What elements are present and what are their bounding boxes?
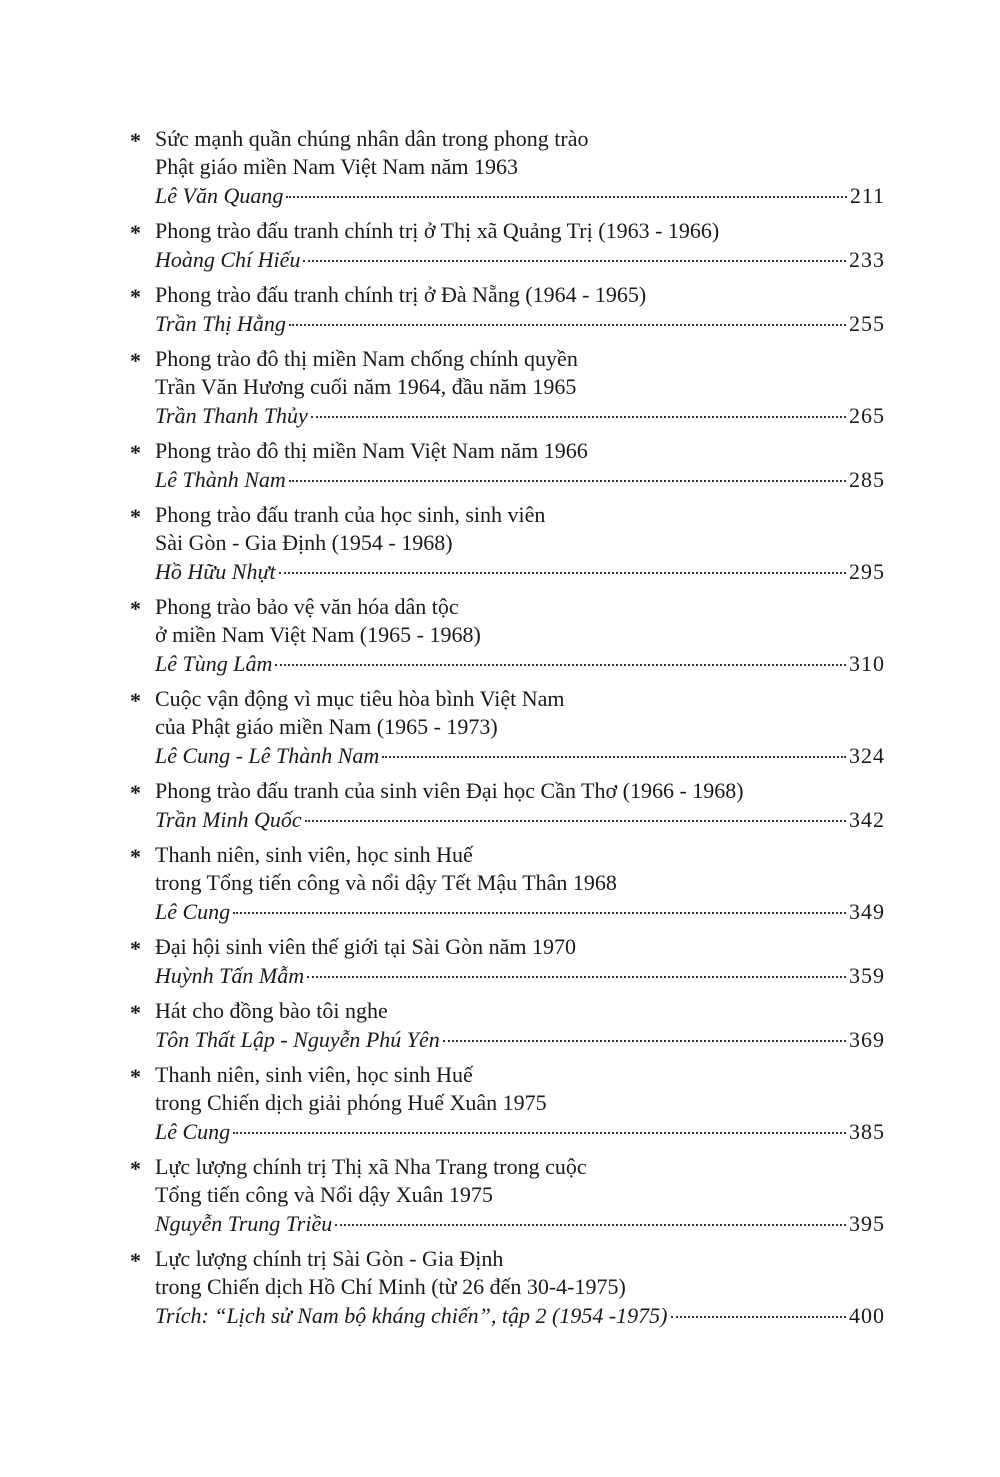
author-line: [155, 1209, 885, 1238]
dot-leader: [279, 572, 846, 574]
bullet-asterisk: *: [130, 688, 141, 713]
toc-entry: [125, 933, 885, 990]
dot-leader: [311, 416, 846, 418]
page-number: 265: [849, 403, 885, 428]
entry-author: Lê Cung: [155, 899, 231, 924]
entry-title-line: Thanh niên, sinh viên, học sinh Huế: [155, 842, 473, 867]
bullet-asterisk: *: [130, 936, 141, 961]
entry-author: Lê Cung: [155, 1119, 231, 1144]
table-of-contents: [125, 125, 885, 1337]
entry-title-line: Đại hội sinh viên thế giới tại Sài Gòn năm 1970: [155, 934, 577, 959]
toc-entry: [125, 685, 885, 770]
toc-entry: [125, 1061, 885, 1146]
dot-leader: [305, 820, 846, 822]
toc-entry: [125, 281, 885, 338]
dot-leader: [307, 976, 846, 978]
entry-title-line: Tổng tiến công và Nổi dậy Xuân 1975: [155, 1182, 493, 1207]
page-number: 255: [849, 311, 885, 336]
entry-title-line: Phật giáo miền Nam Việt Nam năm 1963: [155, 154, 519, 179]
entry-title-line: Phong trào đấu tranh chính trị ở Thị xã Quảng Trị (1963 - 1966): [155, 218, 720, 243]
entry-title-line: Phong trào đô thị miền Nam chống chính quyền: [155, 346, 578, 371]
toc-entry: [125, 593, 885, 678]
author-line: [155, 181, 885, 210]
page-number: 324: [849, 743, 885, 768]
author-line: [155, 1301, 885, 1330]
entry-title-line: Lực lượng chính trị Sài Gòn - Gia Định: [155, 1246, 504, 1271]
entry-title-line: của Phật giáo miền Nam (1965 - 1973): [155, 714, 498, 739]
entry-author: Tôn Thất Lập - Nguyễn Phú Yên: [155, 1027, 440, 1052]
dot-leader: [303, 260, 846, 262]
entry-author: Hồ Hữu Nhựt: [155, 559, 276, 584]
entry-title-line: ở miền Nam Việt Nam (1965 - 1968): [155, 622, 481, 647]
author-line: [155, 245, 885, 274]
entry-author: Huỳnh Tấn Mẫm: [155, 963, 305, 988]
toc-entry: [125, 437, 885, 494]
toc-entry: [125, 125, 885, 210]
page-number: 359: [849, 963, 885, 988]
entry-title-line: trong Tổng tiến công và nổi dậy Tết Mậu Thân 1968: [155, 870, 617, 895]
entry-author: Lê Thành Nam: [155, 467, 286, 492]
toc-entry: [125, 345, 885, 430]
entry-title-line: Phong trào bảo vệ văn hóa dân tộc: [155, 594, 459, 619]
bullet-asterisk: *: [130, 440, 141, 465]
entry-title-line: Trần Văn Hương cuối năm 1964, đầu năm 1965: [155, 374, 577, 399]
entry-author: Hoàng Chí Hiếu: [155, 247, 301, 272]
author-line: [155, 1117, 885, 1146]
dot-leader: [286, 196, 846, 198]
dot-leader: [335, 1224, 846, 1226]
entry-title-line: Cuộc vận động vì mục tiêu hòa bình Việt Nam: [155, 686, 565, 711]
entry-title-line: Thanh niên, sinh viên, học sinh Huế: [155, 1062, 473, 1087]
entry-title-line: trong Chiến dịch giải phóng Huế Xuân 1975: [155, 1090, 547, 1115]
toc-entry: [125, 841, 885, 926]
bullet-asterisk: *: [130, 1000, 141, 1025]
dot-leader: [671, 1316, 847, 1318]
bullet-asterisk: *: [130, 1064, 141, 1089]
page-number: 285: [849, 467, 885, 492]
bullet-asterisk: *: [130, 596, 141, 621]
entry-title-line: trong Chiến dịch Hồ Chí Minh (từ 26 đến 30-4-1975): [155, 1274, 626, 1299]
dot-leader: [275, 664, 846, 666]
toc-entry: [125, 217, 885, 274]
dot-leader: [443, 1040, 846, 1042]
page-number: 369: [849, 1027, 885, 1052]
page-number: 211: [849, 183, 885, 208]
author-line: [155, 805, 885, 834]
toc-entry: [125, 997, 885, 1054]
entry-author: Trích: “Lịch sử Nam bộ kháng chiến”, tập 2 (1954 -1975): [155, 1303, 668, 1328]
dot-leader: [289, 324, 846, 326]
author-line: [155, 401, 885, 430]
page-number: 400: [849, 1303, 885, 1328]
dot-leader: [382, 756, 846, 758]
entry-title-line: Phong trào đô thị miền Nam Việt Nam năm 1966: [155, 438, 588, 463]
toc-entry: [125, 1245, 885, 1330]
author-line: [155, 309, 885, 338]
entry-author: Lê Tùng Lâm: [155, 651, 273, 676]
bullet-asterisk: *: [130, 128, 141, 153]
page-number: 395: [849, 1211, 885, 1236]
entry-author: Nguyễn Trung Triều: [155, 1211, 333, 1236]
entry-title-line: Phong trào đấu tranh của sinh viên Đại học Cần Thơ (1966 - 1968): [155, 778, 744, 803]
author-line: [155, 649, 885, 678]
author-line: [155, 741, 885, 770]
toc-entry: [125, 1153, 885, 1238]
toc-entry: [125, 777, 885, 834]
dot-leader: [233, 912, 846, 914]
bullet-asterisk: *: [130, 284, 141, 309]
author-line: [155, 961, 885, 990]
entry-author: Lê Cung - Lê Thành Nam: [155, 743, 380, 768]
bullet-asterisk: *: [130, 780, 141, 805]
page-number: 342: [849, 807, 885, 832]
entry-title-line: Sài Gòn - Gia Định (1954 - 1968): [155, 530, 453, 555]
entry-title-line: Lực lượng chính trị Thị xã Nha Trang trong cuộc: [155, 1154, 587, 1179]
bullet-asterisk: *: [130, 1248, 141, 1273]
page-number: 310: [849, 651, 885, 676]
toc-entry: [125, 501, 885, 586]
dot-leader: [233, 1132, 846, 1134]
page-number: 233: [849, 247, 885, 272]
entry-author: Trần Thị Hằng: [155, 311, 286, 336]
author-line: [155, 1025, 885, 1054]
entry-author: Trần Minh Quốc: [155, 807, 302, 832]
bullet-asterisk: *: [130, 844, 141, 869]
dot-leader: [289, 480, 846, 482]
entry-title-line: Phong trào đấu tranh chính trị ở Đà Nẵng (1964 - 1965): [155, 282, 647, 307]
bullet-asterisk: *: [130, 220, 141, 245]
entry-title-line: Hát cho đồng bào tôi nghe: [155, 998, 388, 1023]
author-line: [155, 897, 885, 926]
page-number: 349: [849, 899, 885, 924]
entry-author: Trần Thanh Thủy: [155, 403, 308, 428]
entry-title-line: Phong trào đấu tranh của học sinh, sinh viên: [155, 502, 546, 527]
page-number: 385: [849, 1119, 885, 1144]
entry-title-line: Sức mạnh quần chúng nhân dân trong phong trào: [155, 126, 589, 151]
bullet-asterisk: *: [130, 504, 141, 529]
bullet-asterisk: *: [130, 1156, 141, 1181]
author-line: [155, 465, 885, 494]
entry-author: Lê Văn Quang: [155, 183, 284, 208]
author-line: [155, 557, 885, 586]
bullet-asterisk: *: [130, 348, 141, 373]
page-number: 295: [849, 559, 885, 584]
